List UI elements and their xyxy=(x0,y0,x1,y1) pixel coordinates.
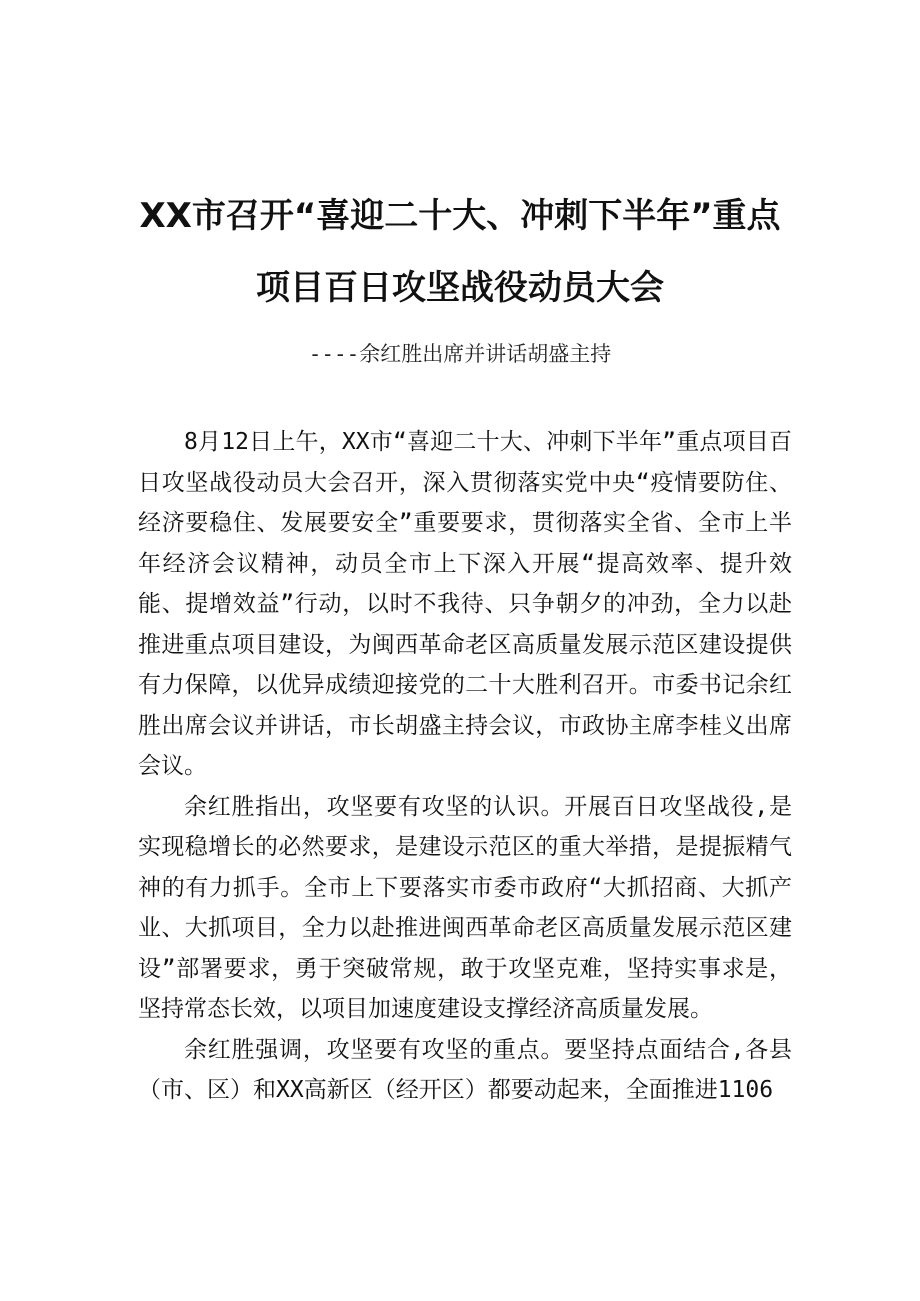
paragraph-3: 余红胜强调，攻坚要有攻坚的重点。要坚持点面结合,各县（市、区）和XX高新区（经开区）都要动起来，全面推进1106 xyxy=(138,1036,792,1103)
document-title-line-2: 项目百日攻坚战役动员大会 xyxy=(256,268,664,308)
paragraph-2: 余红胜指出，攻坚要有攻坚的认识。开展百日攻坚战役,是实现稳增长的必然要求，是建设示范区的重大举措，是提振精气神的有力抓手。全市上下要落实市委市政府“大抓招商、大抓产业、大抓项目，全力以赴推进闽西革命老区高质量发展示范区建设”部署要求，勇于突破常规，敢于攻坚克难，坚持实事求是，坚持常态长效，以项目加速度建设支撑经济高质量发展。 xyxy=(138,793,792,1022)
document-subtitle: ----余红胜出席并讲话胡盛主持 xyxy=(308,342,612,366)
paragraph-1: 8月12日上午，XX市“喜迎二十大、冲刺下半年”重点项目百日攻坚战役动员大会召开，深入贯彻落实党中央“疫情要防住、经济要稳住、发展要安全”重要要求，贯彻落实全省、全市上半年经济会议精神，动员全市上下深入开展“提高效率、提升效能、提增效益”行动，以时不我待、只争朝夕的冲劲，全力以赴推进重点项目建设，为闽西革命老区高质量发展示范区建设提供有力保障，以优异成绩迎接党的二十大胜利召开。市委书记余红胜出席会议并讲话，市长胡盛主持会议，市政协主席李桂义出席会议。 xyxy=(138,429,792,779)
document-title-line-1: XX市召开“喜迎二十大、冲刺下半年”重点 xyxy=(139,196,781,236)
document-body xyxy=(138,422,792,1111)
